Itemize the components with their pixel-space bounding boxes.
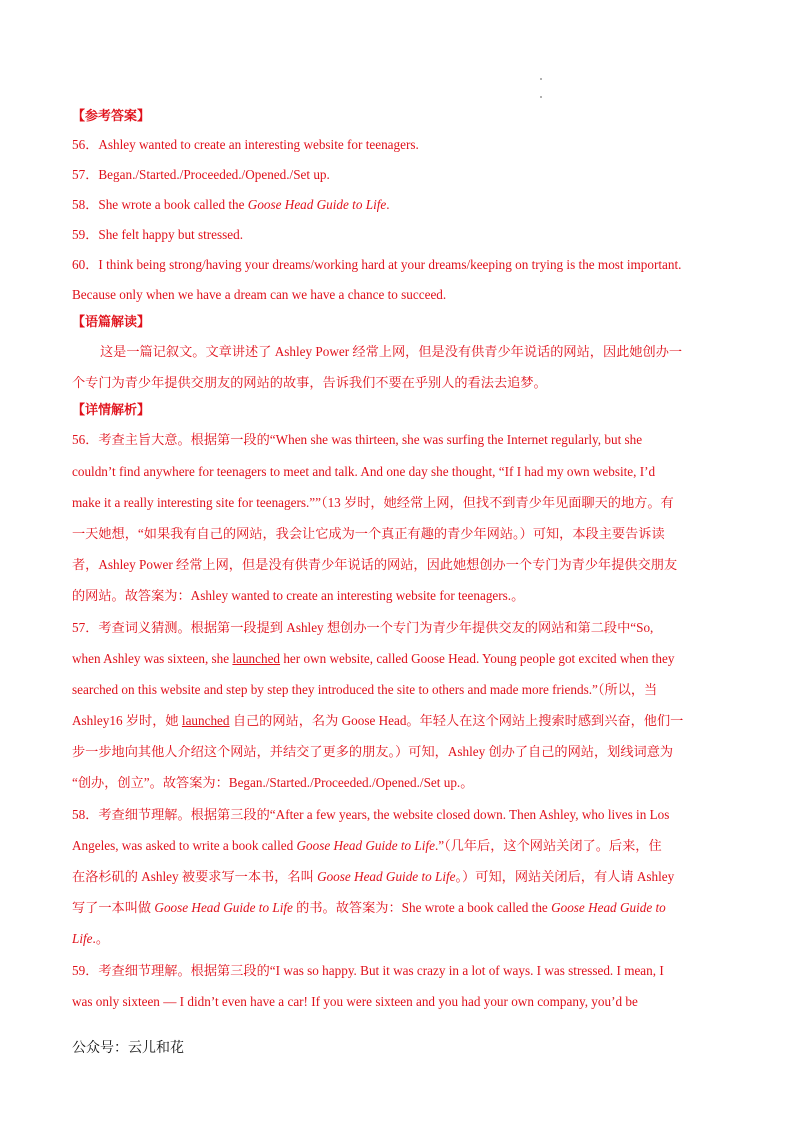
answer-57: 57．Began./Started./Proceeded./Opened./Set up. — [72, 167, 330, 182]
text-span: .”（几年后，这个网站关闭了。后来，住 — [434, 837, 662, 853]
detail-56-line2: couldn’t find anywhere for teenagers to meet and talk. And one day she thought, “If I had my own website, I’d — [72, 463, 656, 479]
detail-heading: 【详情解析】 — [72, 403, 151, 419]
book-title: Goose Head Guide to Life — [317, 869, 456, 884]
detail-59-line1: 59．考查细节理解。根据第三段的“I was so happy. But it was crazy in a lot of ways. I was stressed. I mean, I — [72, 962, 664, 978]
document-content — [72, 104, 728, 1017]
book-title: Goose Head Guide to Life — [154, 900, 293, 916]
text-span: .。 — [92, 931, 109, 947]
answer-60-line1: 60．I think being strong/having your dreams/working hard at your dreams/keeping on trying is the most important. — [72, 257, 682, 272]
passage-heading: 【语篇解读】 — [72, 315, 151, 330]
detail-56-line4: 一天她想，“如果我有自己的网站，我会让它成为一个真正有趣的青少年网站。）可知，本段主要告诉读 — [72, 525, 665, 541]
footer-account: 公众号：云儿和花 — [72, 1040, 184, 1056]
passage-line1: 这是一篇记叙文。文章讲述了 Ashley Power 经常上网，但是没有供青少年说话的网站，因此她创办一 — [100, 344, 683, 359]
answer-60-line2: Because only when we have a dream can we have a chance to succeed. — [72, 287, 447, 302]
text-span: 的书。故答案为：She wrote a book called the — [292, 900, 552, 916]
detail-58-line5 — [72, 923, 728, 954]
detail-56-line6: 的网站。故答案为：Ashley wanted to create an interesting website for teenagers.。 — [72, 588, 525, 604]
answer-58-suffix: . — [386, 197, 390, 212]
detail-57-line6: “创办，创立”。故答案为：Began./Started./Proceeded./Opened./Set up.。 — [72, 775, 474, 791]
detail-59-line2: was only sixteen — I didn’t even have a car! If you were sixteen and you had your own company, you’d be — [72, 993, 638, 1009]
detail-57-line5: 步一步地向其他人介绍这个网站，并结交了更多的朋友。）可知，Ashley 创办了自己的网站，划线词意为 — [72, 744, 674, 760]
detail-58-line1: 58．考查细节理解。根据第三段的“After a few years, the website closed down. Then Ashley, who lives in Los — [72, 806, 670, 822]
mark-dot — [540, 78, 542, 80]
answer-heading: 【参考答案】 — [72, 109, 151, 124]
answer-59: 59．She felt happy but stressed. — [72, 227, 244, 242]
detail-58-line2 — [72, 830, 728, 861]
text-span: Angeles, was asked to write a book called — [72, 837, 297, 853]
underlined-word: launched — [181, 713, 230, 729]
text-span: her own website, called Goose Head. Young people got excited when they — [280, 650, 675, 666]
text-span: 自己的网站，名为 Goose Head。年轻人在这个网站上搜索时感到兴奋，他们一 — [229, 713, 684, 729]
answer-58-prefix: 58．She wrote a book called the — [72, 197, 248, 212]
text-span: Ashley16 岁时，她 — [72, 713, 182, 729]
book-title: Life — [72, 931, 93, 947]
text-span: 写了一本叫做 — [72, 900, 155, 916]
detail-57-line1: 57．考查词义猜测。根据第一段提到 Ashley 想创办一个专门为青少年提供交友的网站和第二段中“So, — [72, 619, 654, 635]
passage-line2: 个专门为青少年提供交朋友的网站的故事，告诉我们不要在乎别人的看法去追梦。 — [72, 375, 547, 391]
detail-56-line3: make it a really interesting site for teenagers.””（13 岁时，她经常上网，但找不到青少年见面聊天的地方。有 — [72, 494, 674, 510]
answer-56: 56．Ashley wanted to create an interesting website for teenagers. — [72, 137, 419, 152]
detail-57-line2 — [72, 643, 728, 674]
detail-57-line3: searched on this website and step by step they introduced the site to others and made more friends.”（所以，当 — [72, 681, 658, 697]
detail-58-line3 — [72, 861, 728, 892]
detail-57-line4 — [72, 705, 728, 736]
book-title: Goose Head Guide to Life — [296, 837, 435, 853]
text-span: 。）可知，网站关闭后，有人请 Ashley — [455, 869, 675, 884]
text-span: 在洛杉矶的 Ashley 被要求写一本书，名叫 — [72, 869, 318, 884]
detail-58-line4 — [72, 892, 728, 923]
detail-56-line1: 56．考查主旨大意。根据第一段的“When she was thirteen, she was surfing the Internet regularly, but she — [72, 432, 643, 448]
answer-58 — [72, 190, 728, 220]
detail-56-line5: 者，Ashley Power 经常上网，但是没有供青少年说话的网站，因此她想创办一个专门为青少年提供交朋友 — [72, 557, 678, 573]
book-title: Goose Head Guide to Life — [247, 197, 387, 212]
book-title: Goose Head Guide to — [551, 900, 666, 916]
page-marks — [540, 78, 544, 100]
text-span: when Ashley was sixteen, she — [72, 650, 233, 666]
underlined-word: launched — [232, 650, 281, 666]
mark-dot — [540, 96, 542, 98]
